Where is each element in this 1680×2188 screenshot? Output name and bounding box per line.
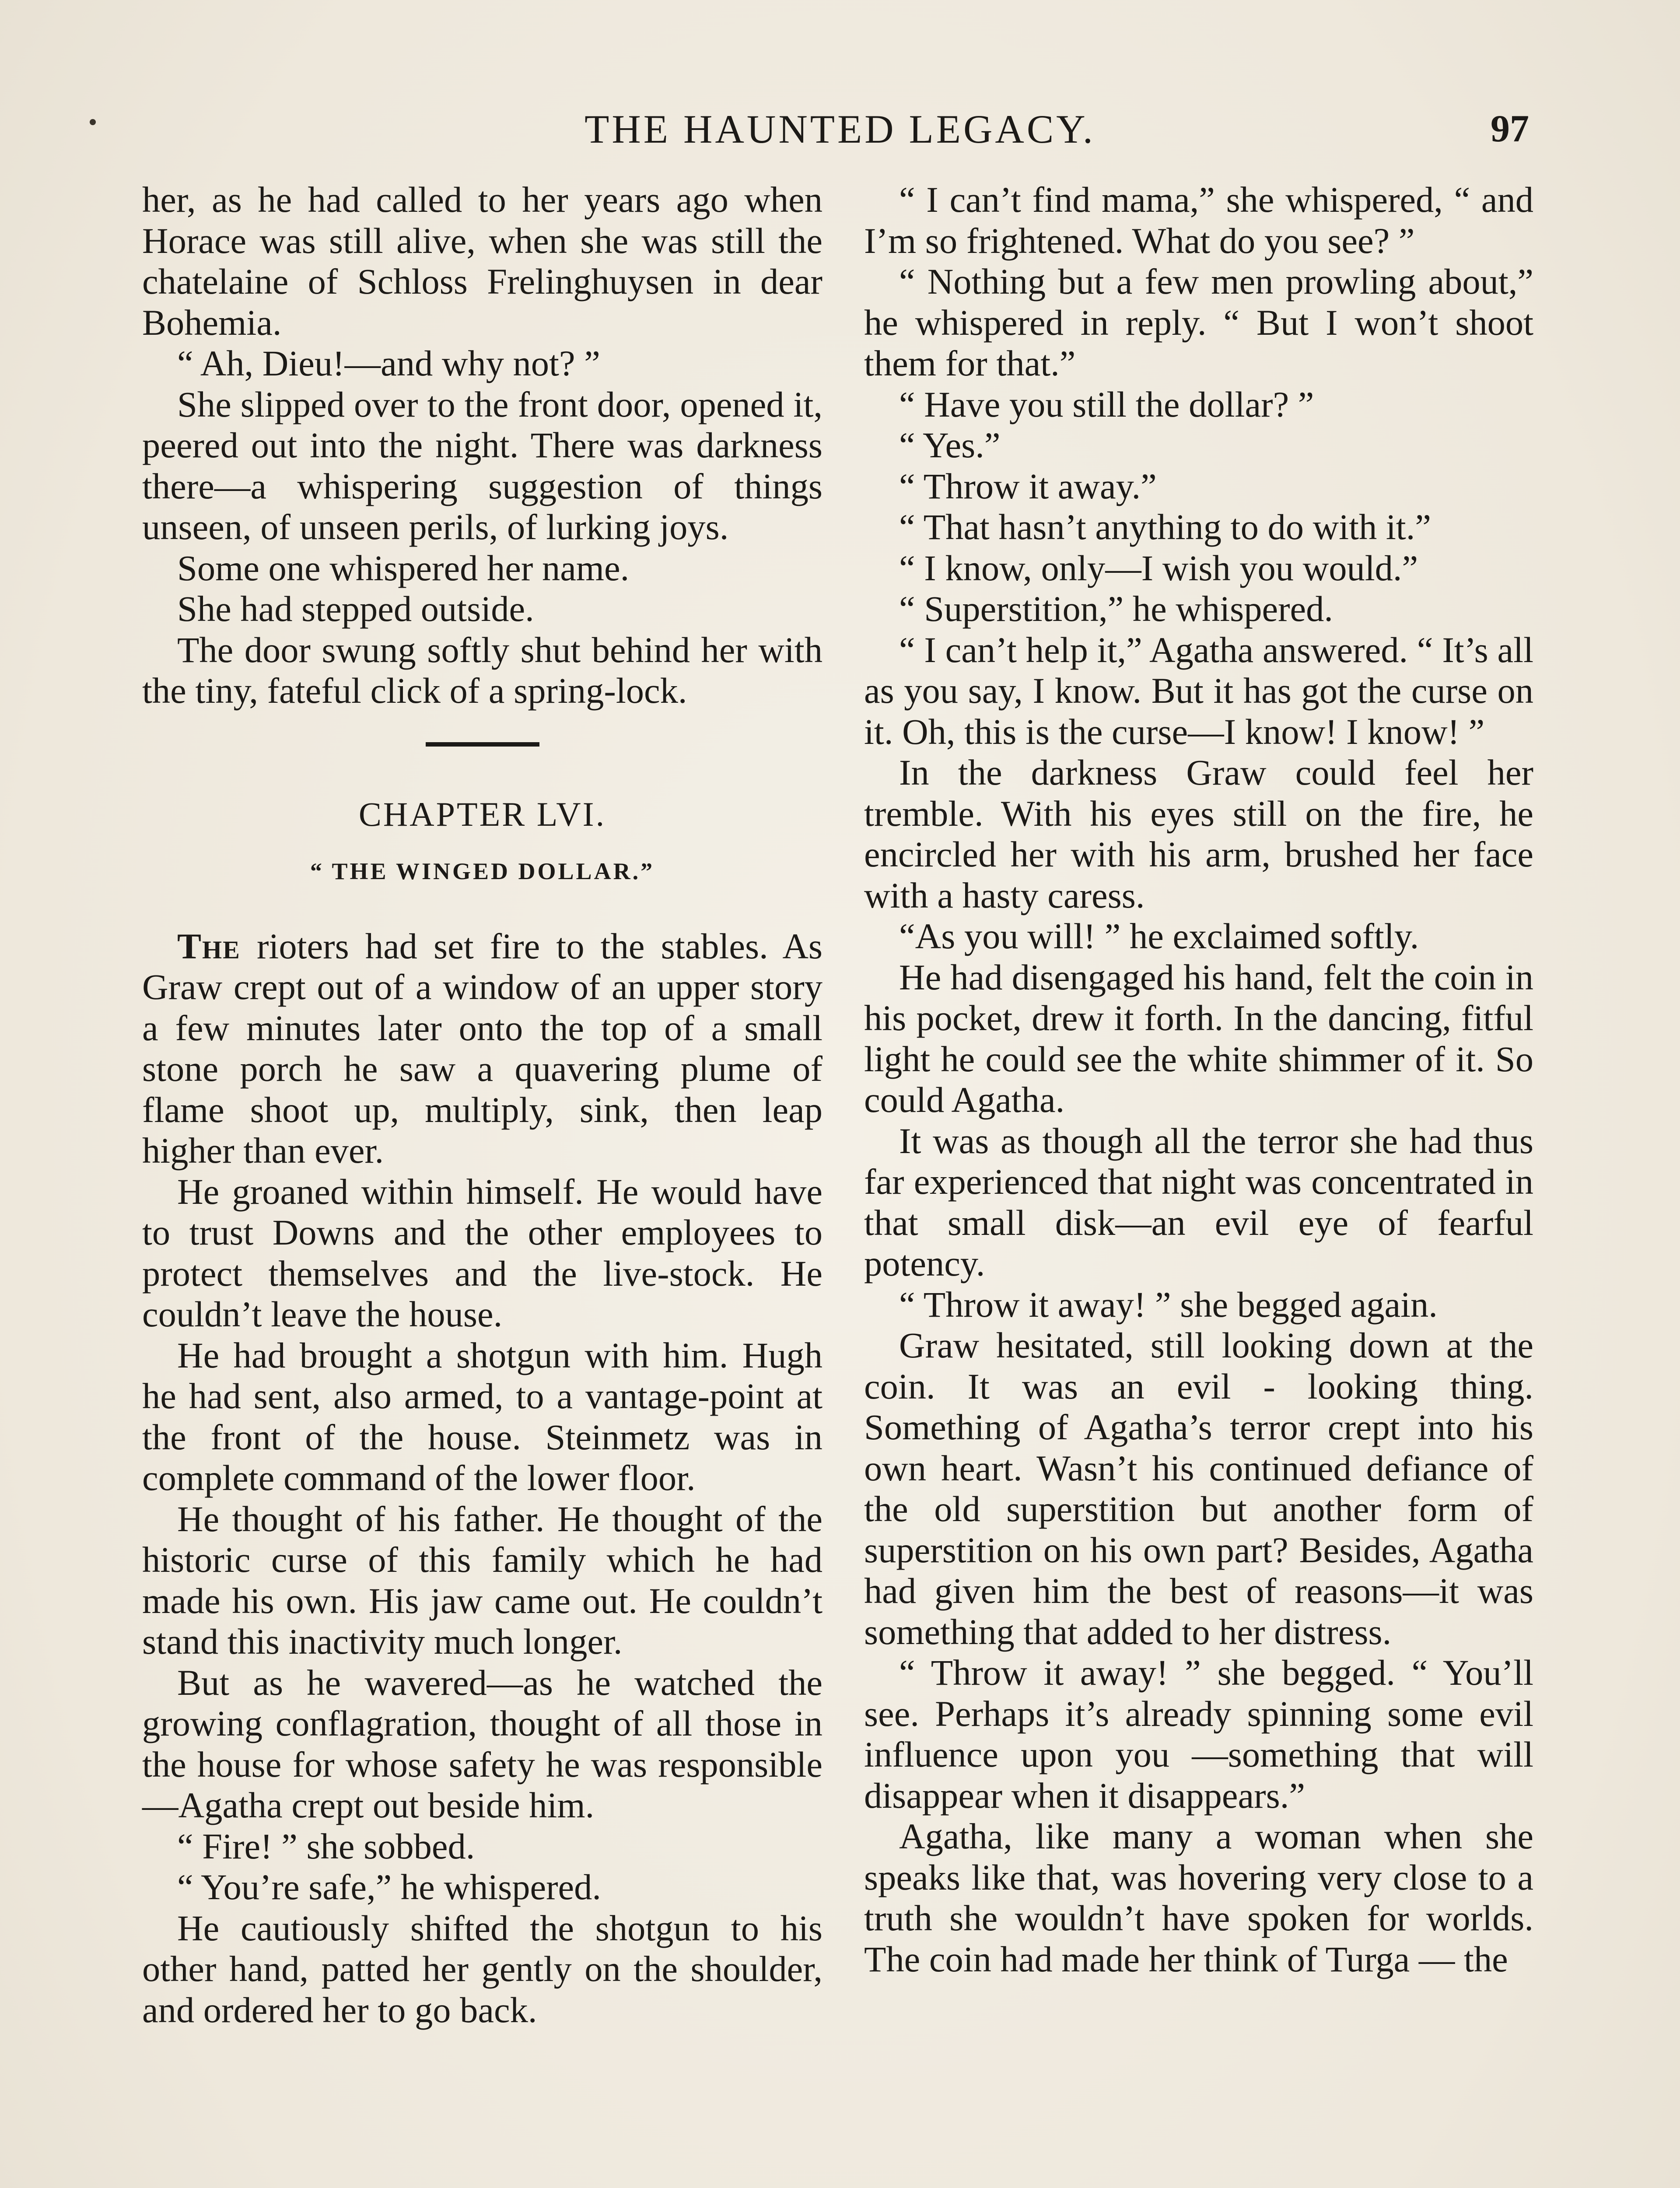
page-number: 97 xyxy=(1491,108,1529,150)
chapter-opening-paragraph xyxy=(142,926,822,1171)
paragraph: “ That hasn’t anything to do with it.” xyxy=(899,507,1431,547)
right-column xyxy=(864,179,1533,1980)
section-divider xyxy=(426,742,539,747)
paragraph: “ I can’t find mama,” she whispered, “ and I’m so frightened. What do you see? ” xyxy=(864,179,1533,261)
chapter-first-word: The xyxy=(177,926,241,966)
paragraph: He had disengaged his hand, felt the coin in his pocket, drew it forth. In the dancing, fitful light he could see the white shimmer of it. So could Agatha. xyxy=(864,957,1533,1120)
paragraph: It was as though all the terror she had thus far experienced that night was concentrated in that small disk—an evil eye of fearful potency. xyxy=(864,1120,1533,1283)
paragraph: “As you will! ” he exclaimed softly. xyxy=(899,916,1419,956)
paragraph: Agatha, like many a woman when she speaks like that, was hovering very close to a truth she wouldn’t have spoken for worlds. The coin had made her think of Turga — the xyxy=(864,1816,1533,1979)
paragraph: Graw hesitated, still looking down at the coin. It was an evil - looking thing. Something of Agatha’s terror crept into his own heart. Wasn’t his continued defiance of the old superstition but another form of superstition on his own part? Besides, Agatha had given him the best of reasons—it was something that added to her distress. xyxy=(864,1325,1533,1652)
paragraph: Some one whispered her name. xyxy=(177,547,630,588)
paragraph: She had stepped outside. xyxy=(177,589,534,629)
running-title: THE HAUNTED LEGACY. xyxy=(584,107,1096,151)
paragraph: In the darkness Graw could feel her tremble. With his eyes still on the fire, he encircled her with his arm, brushed her face with a hasty caress. xyxy=(864,752,1533,915)
paragraph: “ Fire! ” she sobbed. xyxy=(177,1826,475,1866)
paragraph: “ Ah, Dieu!—and why not? ” xyxy=(177,343,600,383)
paragraph: “ Nothing but a few men prowling about,” he whispered in reply. “ But I won’t shoot them for that.” xyxy=(864,261,1533,383)
chapter-subtitle: “ THE WINGED DOLLAR.” xyxy=(310,858,655,884)
paragraph: He had brought a shotgun with him. Hugh he had sent, also armed, to a vantage-point at the front of the house. Steinmetz was in complete command of the lower floor. xyxy=(142,1335,822,1498)
paragraph: “ Have you still the dollar? ” xyxy=(899,384,1314,424)
paragraph: “ Superstition,” he whispered. xyxy=(899,589,1334,629)
chapter-opening-text: rioters had set fire to the stables. As Graw crept out of a window of an upper story a few minutes later onto the top of a small stone porch he saw a quavering plume of flame shoot up, multiply, sink, then leap higher than ever. xyxy=(142,926,822,1171)
paragraph: “ I can’t help it,” Agatha answered. “ It’s all as you say, I know. But it has got the curse on it. Oh, this is the curse—I know! I know! ” xyxy=(864,629,1533,752)
paragraph: But as he wavered—as he watched the growing conflagration, thought of all those in the house for whose safety he was responsible—Agatha crept out beside him. xyxy=(142,1662,822,1825)
paragraph: “ I know, only—I wish you would.” xyxy=(899,547,1418,588)
left-column xyxy=(142,179,822,2030)
paragraph: He cautiously shifted the shotgun to his other hand, patted her gently on the shoulder, and ordered her to go back. xyxy=(142,1907,822,2030)
paragraph: “ Yes.” xyxy=(899,425,1001,465)
chapter-title: CHAPTER LVI. xyxy=(358,795,606,833)
paragraph: “ Throw it away.” xyxy=(899,466,1157,506)
paragraph: The door swung softly shut behind her with the tiny, fateful click of a spring-lock. xyxy=(142,629,822,711)
running-header xyxy=(0,101,1680,158)
paragraph: She slipped over to the front door, opened it, peered out into the night. There was darkness there—a whispering suggestion of things unseen, of unseen perils, of lurking joys. xyxy=(142,384,822,547)
paragraph: He thought of his father. He thought of the historic curse of this family which he had made his own. His jaw came out. He couldn’t stand this inactivity much longer. xyxy=(142,1498,822,1662)
paragraph: her, as he had called to her years ago when Horace was still alive, when she was still the chatelaine of Schloss Frelinghuysen in dear Bohemia. xyxy=(142,179,822,343)
paragraph: He groaned within himself. He would have to trust Downs and the other employees to protect themselves and the live-stock. He couldn’t leave the house. xyxy=(142,1171,822,1334)
paragraph: “ You’re safe,” he whispered. xyxy=(177,1867,602,1907)
paragraph: “ Throw it away! ” she begged. “ You’ll see. Perhaps it’s already spinning some evil influence upon you —something that will disappear when it disappears.” xyxy=(864,1652,1533,1816)
paragraph: “ Throw it away! ” she begged again. xyxy=(899,1284,1438,1325)
